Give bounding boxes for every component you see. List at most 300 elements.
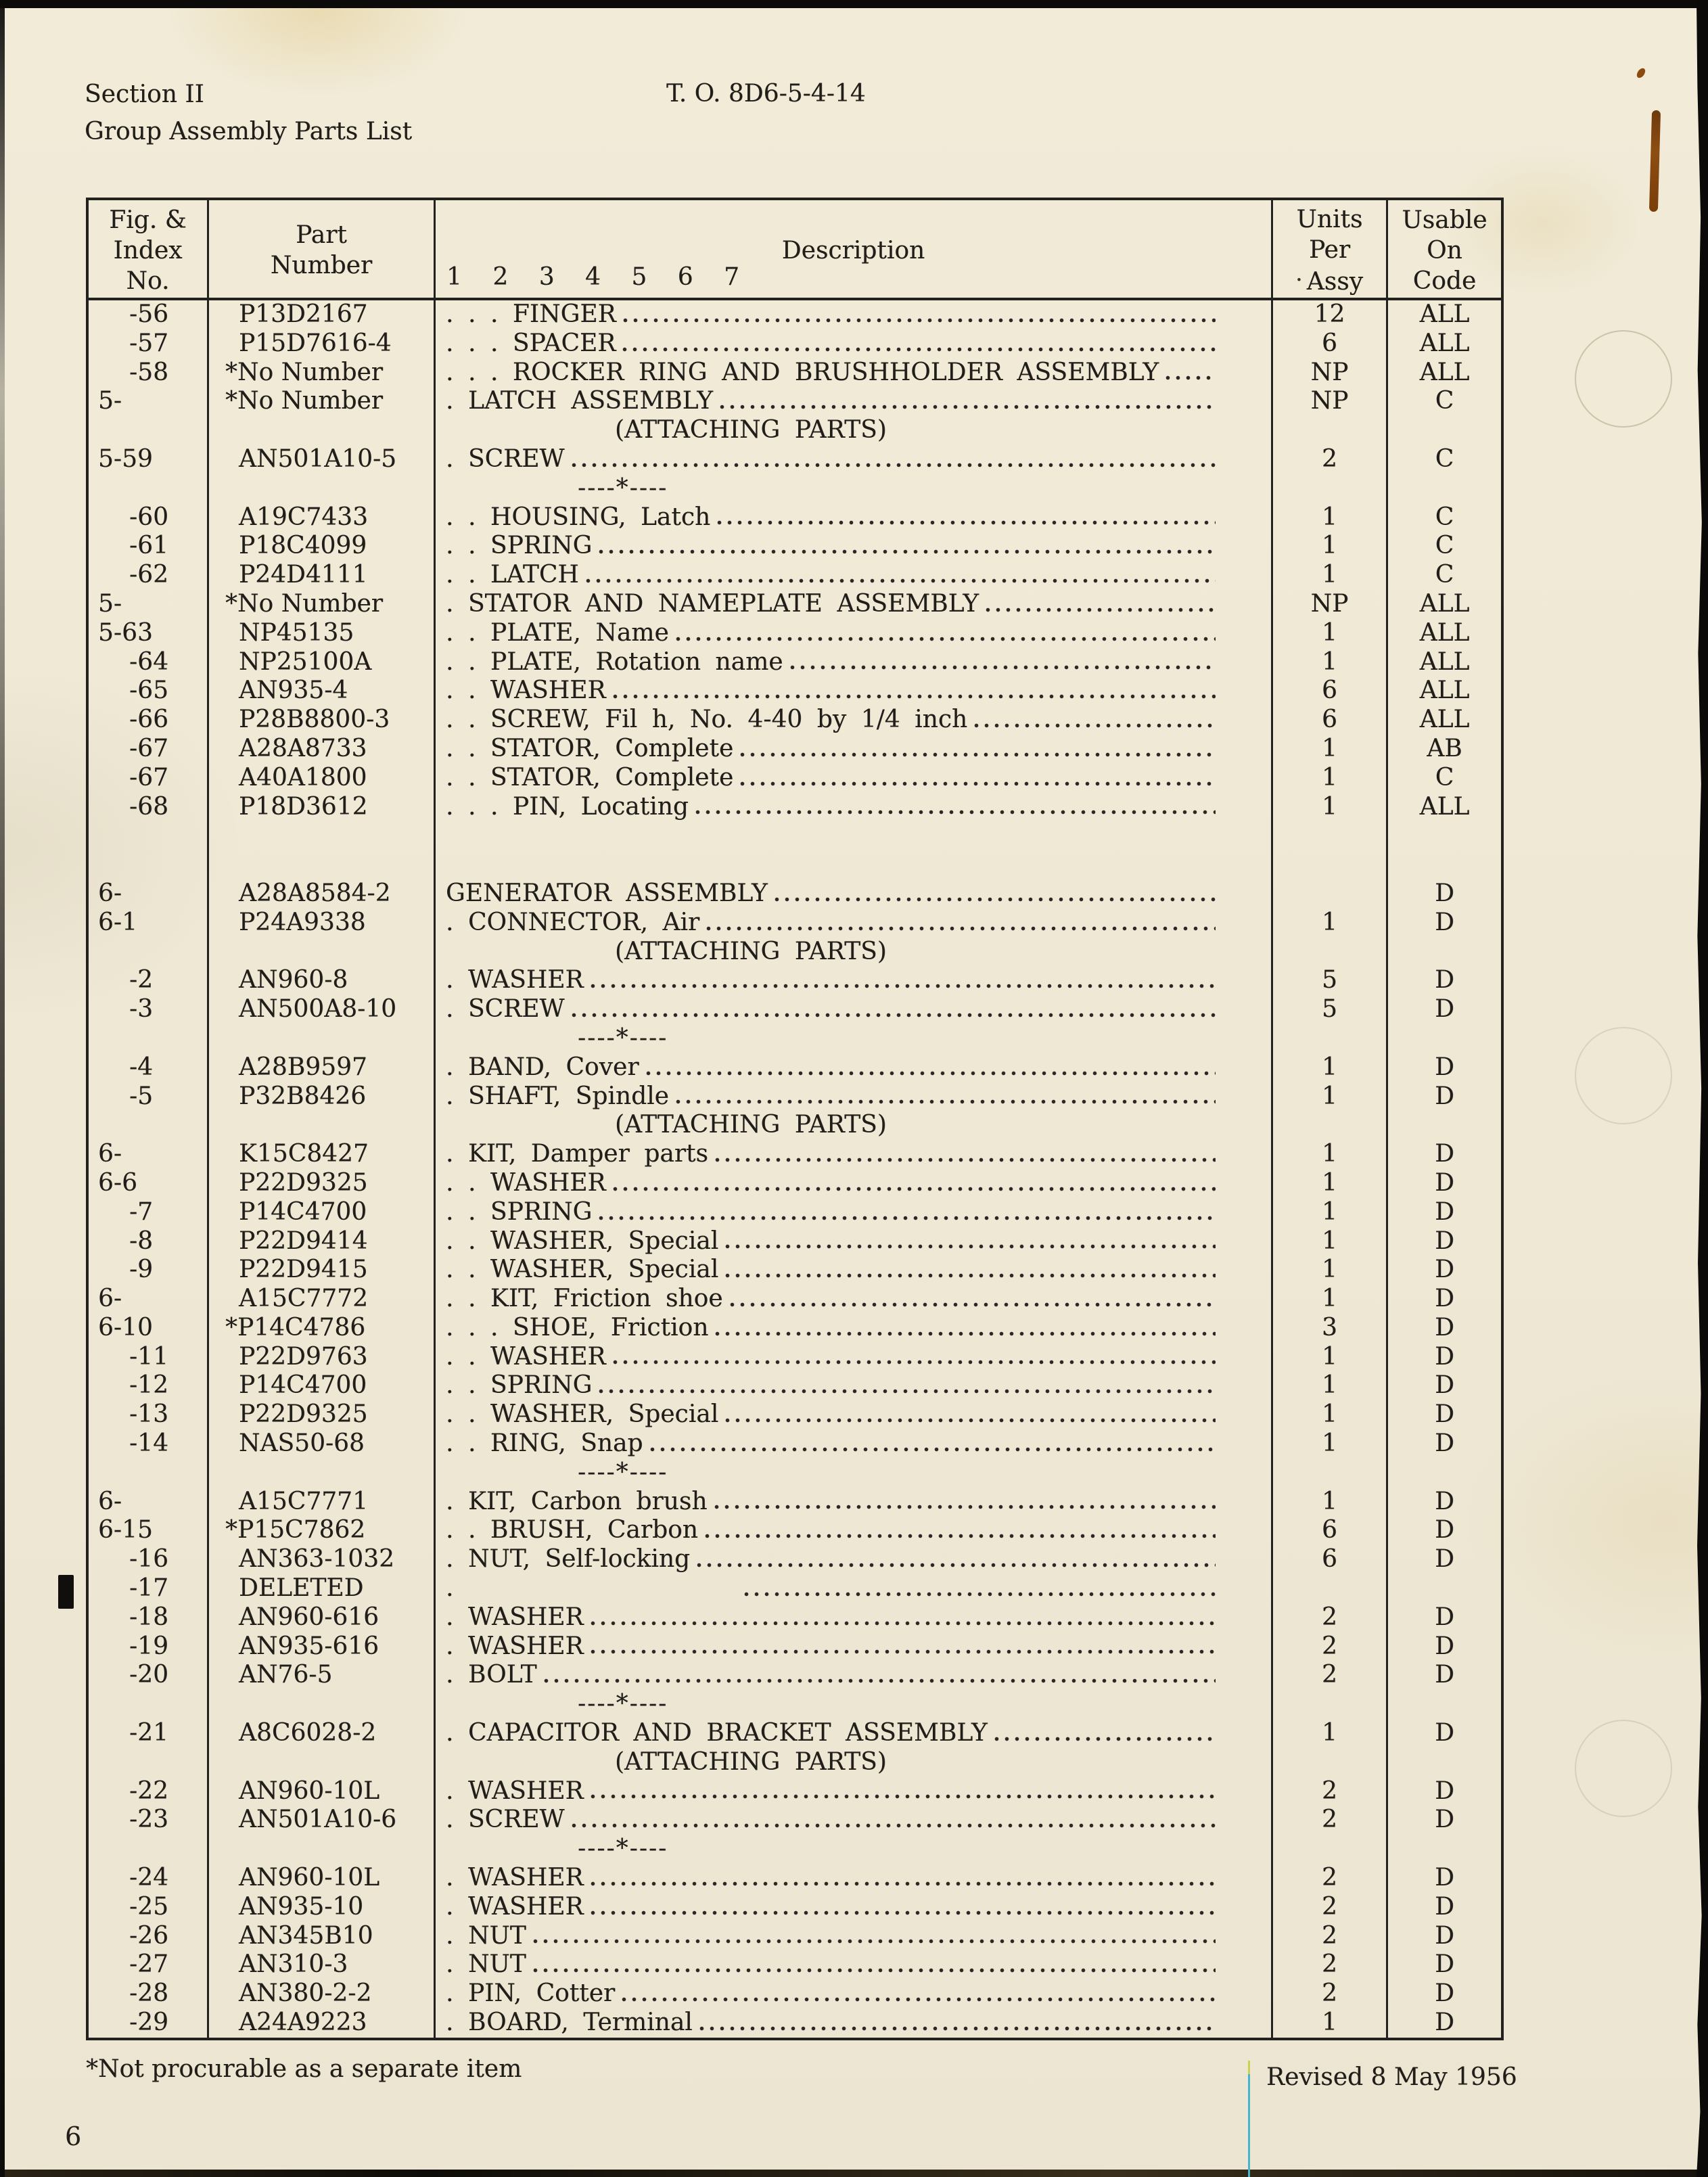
table-row	[89, 938, 1501, 967]
units-cell: 6	[1273, 706, 1388, 735]
dot-leader	[533, 1939, 1216, 1944]
units-cell	[1273, 938, 1388, 967]
code-cell: D	[1435, 1053, 1454, 1081]
table-row	[89, 1632, 1501, 1662]
attaching-parts-note: (ATTACHING PARTS)	[615, 937, 887, 965]
section-title: Section II	[85, 81, 204, 108]
fig-index-cell: -8	[89, 1227, 209, 1256]
units-cell: 1	[1273, 735, 1388, 764]
description-text: .	[446, 1574, 454, 1603]
part-number-cell: A28A8584-2	[209, 879, 436, 909]
code-cell: D	[1435, 1632, 1454, 1660]
description-text: . . WASHER	[446, 677, 606, 705]
scan-edge-left	[0, 0, 5, 2177]
fig-index-cell: 5-63	[89, 619, 209, 648]
part-number-cell: A24A9223	[209, 2009, 436, 2038]
description-text: . . WASHER	[446, 1342, 606, 1371]
scan-edge-top	[0, 0, 1708, 8]
table-row	[89, 1488, 1501, 1517]
units-cell	[1273, 1574, 1388, 1603]
part-number-cell	[209, 1111, 436, 1140]
code-cell	[1388, 1574, 1501, 1603]
dot-leader	[591, 1621, 1216, 1626]
punch-hole-mark	[1575, 1027, 1672, 1124]
fig-index-cell: -14	[89, 1429, 209, 1459]
part-number-cell: P22D9325	[209, 1169, 436, 1198]
units-cell	[1273, 1459, 1388, 1488]
part-number-cell: *P15C7862	[209, 1516, 436, 1545]
table-row	[89, 300, 1501, 329]
table-row	[89, 1864, 1501, 1893]
code-cell	[1388, 474, 1501, 503]
units-cell	[1273, 879, 1388, 909]
table-row	[89, 1603, 1501, 1632]
part-number-cell: NP25100A	[209, 648, 436, 677]
table-row	[89, 706, 1501, 735]
description-cell	[436, 1777, 1273, 1806]
page-header-left	[85, 76, 412, 150]
punch-hole-mark	[1575, 330, 1672, 428]
description-text: . NUT	[446, 1921, 526, 1950]
part-number-cell: P14C4700	[209, 1371, 436, 1400]
indent-scale: 1 2 3 4 5 6 7	[446, 263, 739, 291]
dot-leader	[715, 1331, 1216, 1336]
table-row	[89, 793, 1501, 822]
dot-leader	[725, 1273, 1216, 1278]
units-cell: 1	[1273, 1488, 1388, 1517]
units-cell: 1	[1273, 1169, 1388, 1198]
code-cell: D	[1435, 2009, 1454, 2037]
code-cell: ALL	[1419, 706, 1470, 734]
table-row	[89, 995, 1501, 1024]
description-cell	[436, 1140, 1273, 1169]
description-cell	[436, 532, 1273, 561]
fig-index-cell: -21	[89, 1719, 209, 1748]
part-number-cell	[209, 821, 436, 850]
units-cell: 1	[1273, 1343, 1388, 1372]
description-text: . STATOR AND NAMEPLATE ASSEMBLY	[446, 589, 979, 618]
units-cell: 2	[1273, 1979, 1388, 2009]
attaching-parts-note: (ATTACHING PARTS)	[615, 1111, 887, 1139]
description-text: . . . SHOE, Friction	[446, 1313, 709, 1342]
table-header-row	[89, 200, 1501, 300]
description-text: . SCREW	[446, 995, 565, 1024]
table-row	[89, 764, 1501, 793]
dot-leader	[740, 781, 1216, 786]
dot-leader	[599, 1389, 1216, 1394]
table-row	[89, 1140, 1501, 1169]
part-number-cell: *No Number	[209, 359, 436, 388]
dot-leader	[591, 1794, 1216, 1799]
code-cell: D	[1435, 1285, 1454, 1313]
dot-leader	[740, 752, 1216, 757]
fig-index-cell	[89, 1748, 209, 1777]
fig-index-cell: 6-10	[89, 1314, 209, 1343]
dot-leader	[623, 318, 1216, 323]
code-cell: C	[1435, 763, 1454, 792]
fig-index-cell: -19	[89, 1632, 209, 1662]
description-text: . . STATOR, Complete	[446, 734, 734, 762]
description-text: . WASHER	[446, 1892, 584, 1921]
part-number-cell: P22D9414	[209, 1227, 436, 1256]
units-cell	[1273, 1111, 1388, 1140]
part-number-cell: AN960-616	[209, 1603, 436, 1632]
description-text: . NUT	[446, 1950, 526, 1979]
table-row	[89, 1111, 1501, 1140]
dot-leader	[622, 1997, 1216, 2002]
units-cell: 1	[1273, 1719, 1388, 1748]
table-row	[89, 590, 1501, 619]
fig-index-cell: -67	[89, 764, 209, 793]
dot-leader	[622, 347, 1216, 352]
description-cell	[436, 793, 1273, 822]
units-cell: 5	[1273, 966, 1388, 995]
units-cell: 6	[1273, 1545, 1388, 1574]
code-cell: D	[1435, 1227, 1454, 1255]
description-cell	[436, 1429, 1273, 1459]
description-cell	[436, 1603, 1273, 1632]
code-cell: AB	[1427, 734, 1462, 762]
units-cell	[1273, 1690, 1388, 1719]
description-text: . SCREW	[446, 444, 565, 473]
code-cell: D	[1435, 995, 1454, 1024]
code-cell: ALL	[1419, 329, 1470, 357]
code-cell: C	[1435, 444, 1454, 473]
description-text: . . LATCH	[446, 561, 579, 589]
description-text: . . SCREW, Fil h, No. 4-40 by 1/4 inch	[446, 706, 968, 734]
code-cell: C	[1435, 503, 1454, 531]
units-cell: NP	[1273, 387, 1388, 416]
dot-leader	[725, 1244, 1216, 1249]
part-number-cell: A28B9597	[209, 1053, 436, 1082]
description-cell	[436, 416, 1273, 445]
fig-index-cell: -17	[89, 1574, 209, 1603]
part-number-cell: NAS50-68	[209, 1429, 436, 1459]
units-cell	[1273, 474, 1388, 503]
dot-leader	[695, 810, 1216, 815]
part-number-cell: AN363-1032	[209, 1545, 436, 1574]
units-cell: 6	[1273, 677, 1388, 706]
description-text: . . WASHER	[446, 1168, 606, 1197]
units-cell: 1	[1273, 619, 1388, 648]
punch-hole-mark	[1575, 1720, 1672, 1817]
part-number-cell: A19C7433	[209, 503, 436, 532]
code-cell	[1388, 1024, 1501, 1053]
units-cell: 1	[1273, 1140, 1388, 1169]
fig-index-cell: -9	[89, 1256, 209, 1285]
table-row	[89, 1256, 1501, 1285]
units-cell: 2	[1273, 1806, 1388, 1835]
table-row	[89, 1024, 1501, 1053]
fig-index-cell: -68	[89, 793, 209, 822]
dot-leader	[586, 578, 1216, 583]
description-text: . . SPRING	[446, 532, 593, 560]
separator-marker: ----*----	[578, 1690, 668, 1718]
part-number-cell: P24D4111	[209, 561, 436, 590]
units-cell: 2	[1273, 1950, 1388, 1979]
table-row	[89, 1661, 1501, 1690]
dot-leader	[697, 1563, 1216, 1567]
code-cell: D	[1435, 1140, 1454, 1168]
scan-edge-bottom	[0, 2170, 1708, 2177]
description-cell	[436, 1893, 1273, 1922]
table-row	[89, 416, 1501, 445]
code-cell: ALL	[1419, 358, 1470, 386]
fig-index-cell: -4	[89, 1053, 209, 1082]
dot-leader	[974, 723, 1216, 728]
dot-leader	[744, 1592, 1216, 1597]
table-row	[89, 1343, 1501, 1372]
dot-leader	[613, 1360, 1216, 1365]
units-cell: 3	[1273, 1314, 1388, 1343]
table-row	[89, 1748, 1501, 1777]
description-text: . . WASHER, Special	[446, 1400, 719, 1429]
fig-index-cell	[89, 416, 209, 445]
description-cell	[436, 1198, 1273, 1227]
table-row	[89, 329, 1501, 359]
description-cell	[436, 1574, 1273, 1603]
code-cell: D	[1435, 879, 1454, 907]
units-cell: 1	[1273, 909, 1388, 938]
section-subtitle: Group Assembly Parts List	[85, 118, 413, 145]
dot-leader	[720, 405, 1216, 409]
usable-on-code-header: Usable On Code	[1402, 206, 1487, 295]
units-cell: 1	[1273, 1400, 1388, 1429]
units-cell: 1	[1273, 793, 1388, 822]
code-cell: D	[1435, 1429, 1454, 1458]
units-cell: 1	[1273, 1082, 1388, 1112]
table-row	[89, 821, 1501, 850]
code-cell: D	[1435, 1921, 1454, 1950]
fig-index-cell: 6-	[89, 1140, 209, 1169]
table-row	[89, 1574, 1501, 1603]
units-cell: 1	[1273, 764, 1388, 793]
fig-index-cell: -57	[89, 329, 209, 359]
fig-index-cell: -58	[89, 359, 209, 388]
fig-index-cell: -27	[89, 1950, 209, 1979]
description-text: . SHAFT, Spindle	[446, 1082, 669, 1110]
part-number-cell: AN500A8-10	[209, 995, 436, 1024]
table-row	[89, 850, 1501, 879]
description-cell	[436, 1256, 1273, 1285]
fig-index-cell: -2	[89, 966, 209, 995]
fig-index-cell	[89, 474, 209, 503]
description-text: . SCREW	[446, 1806, 565, 1834]
fig-index-cell: -62	[89, 561, 209, 590]
description-text: . BOARD, Terminal	[446, 2009, 693, 2037]
description-cell	[436, 387, 1273, 416]
code-cell: ALL	[1419, 300, 1470, 328]
fig-index-cell: 6-	[89, 1488, 209, 1517]
description-text: . WASHER	[446, 1603, 584, 1631]
part-number-cell	[209, 416, 436, 445]
description-cell	[436, 850, 1273, 879]
table-row	[89, 1400, 1501, 1429]
units-cell: 1	[1273, 1429, 1388, 1459]
separator-marker: ----*----	[578, 1835, 668, 1863]
description-cell	[436, 1400, 1273, 1429]
table-row	[89, 1227, 1501, 1256]
dot-leader	[591, 1881, 1216, 1886]
table-row	[89, 1893, 1501, 1922]
description-text: . . PLATE, Name	[446, 618, 669, 647]
units-cell: 6	[1273, 1516, 1388, 1545]
units-cell: 1	[1273, 1285, 1388, 1314]
units-cell: NP	[1273, 359, 1388, 388]
part-number-cell: P18D3612	[209, 793, 436, 822]
code-cell: ALL	[1419, 647, 1470, 676]
part-number-cell: NP45135	[209, 619, 436, 648]
fig-index-cell: -61	[89, 532, 209, 561]
table-row	[89, 1979, 1501, 2009]
dot-leader	[705, 1534, 1216, 1538]
code-cell: D	[1435, 1979, 1454, 2008]
dot-leader	[572, 1823, 1216, 1828]
dot-leader	[1165, 375, 1216, 380]
part-number-header: Part Number	[209, 200, 436, 298]
dot-leader	[572, 1013, 1216, 1017]
part-number-cell	[209, 938, 436, 967]
dot-leader	[775, 897, 1216, 902]
description-text: . . SPRING	[446, 1371, 593, 1400]
part-number-cell: K15C8427	[209, 1140, 436, 1169]
description-header: Description 1 2 3 4 5 6 7	[436, 200, 1273, 298]
part-number-cell	[209, 1024, 436, 1053]
fig-index-cell: 6-1	[89, 909, 209, 938]
fig-index-cell: -66	[89, 706, 209, 735]
table-row	[89, 1719, 1501, 1748]
units-cell	[1273, 416, 1388, 445]
table-row	[89, 1198, 1501, 1227]
units-cell: 1	[1273, 1053, 1388, 1082]
fig-index-cell: -28	[89, 1979, 209, 2009]
code-cell: D	[1435, 1545, 1454, 1574]
scan-edge-right	[1697, 0, 1708, 2177]
description-text: GENERATOR ASSEMBLY	[446, 879, 768, 907]
separator-marker: ----*----	[578, 474, 668, 502]
code-cell: D	[1435, 1400, 1454, 1429]
description-cell	[436, 590, 1273, 619]
attaching-parts-note: (ATTACHING PARTS)	[615, 1747, 887, 1776]
table-row	[89, 532, 1501, 561]
fig-index-cell	[89, 1024, 209, 1053]
description-cell	[436, 1314, 1273, 1343]
code-cell: D	[1435, 1806, 1454, 1834]
description-cell	[436, 735, 1273, 764]
description-text: . . KIT, Friction shoe	[446, 1285, 723, 1313]
part-number-cell: AN960-10L	[209, 1864, 436, 1893]
fig-index-cell: -11	[89, 1343, 209, 1372]
fig-index-cell: -7	[89, 1198, 209, 1227]
code-cell	[1388, 1748, 1501, 1777]
description-cell	[436, 1285, 1273, 1314]
code-cell: D	[1435, 1487, 1454, 1515]
code-cell	[1388, 1690, 1501, 1719]
description-cell	[436, 1082, 1273, 1112]
code-cell: D	[1435, 966, 1454, 994]
units-cell	[1273, 1024, 1388, 1053]
dot-leader	[544, 1678, 1216, 1683]
units-cell: 6	[1273, 329, 1388, 359]
description-cell	[436, 1371, 1273, 1400]
table-row	[89, 879, 1501, 909]
fig-index-cell: -60	[89, 503, 209, 532]
description-text: . KIT, Carbon brush	[446, 1487, 708, 1515]
description-cell	[436, 1053, 1273, 1082]
code-cell: D	[1435, 1864, 1454, 1892]
table-row	[89, 359, 1501, 388]
description-text: . . RING, Snap	[446, 1429, 643, 1458]
change-bar-mark	[58, 1575, 74, 1609]
description-cell	[436, 445, 1273, 474]
description-text: . WASHER	[446, 1777, 584, 1805]
code-cell: C	[1435, 561, 1454, 589]
units-cell	[1273, 850, 1388, 879]
part-number-cell: AN345B10	[209, 1922, 436, 1951]
code-cell: D	[1435, 1168, 1454, 1197]
units-cell: 1	[1273, 561, 1388, 590]
part-number-cell: P22D9325	[209, 1400, 436, 1429]
units-cell	[1273, 1748, 1388, 1777]
dot-leader	[715, 1158, 1216, 1162]
part-number-cell: P18C4099	[209, 532, 436, 561]
table-row	[89, 966, 1501, 995]
part-number-cell: AN935-4	[209, 677, 436, 706]
description-text: . . WASHER, Special	[446, 1227, 719, 1255]
units-cell: 1	[1273, 1256, 1388, 1285]
part-number-cell: AN501A10-6	[209, 1806, 436, 1835]
code-cell: D	[1435, 1082, 1454, 1110]
table-row	[89, 1516, 1501, 1545]
description-cell	[436, 561, 1273, 590]
units-per-assy-header: Units Per • Assy	[1273, 200, 1388, 298]
units-cell: 12	[1273, 300, 1388, 329]
units-cell: 1	[1273, 648, 1388, 677]
code-cell: D	[1435, 1197, 1454, 1226]
description-cell	[436, 764, 1273, 793]
part-number-cell: P15D7616-4	[209, 329, 436, 359]
table-row	[89, 1371, 1501, 1400]
description-cell	[436, 1024, 1273, 1053]
part-number-cell: *No Number	[209, 387, 436, 416]
dot-leader	[533, 1968, 1216, 1973]
description-cell	[436, 1632, 1273, 1662]
code-cell: D	[1435, 1256, 1454, 1284]
dot-leader	[591, 1910, 1216, 1915]
description-cell	[436, 821, 1273, 850]
table-row	[89, 1169, 1501, 1198]
part-number-cell: AN310-3	[209, 1950, 436, 1979]
table-row	[89, 1053, 1501, 1082]
description-text: . . . PIN, Locating	[446, 792, 689, 821]
description-text: . . HOUSING, Latch	[446, 503, 711, 531]
dot-leader	[699, 2026, 1216, 2031]
code-cell: D	[1435, 1516, 1454, 1544]
description-cell	[436, 1488, 1273, 1517]
units-cell: 2	[1273, 1777, 1388, 1806]
part-number-cell: P24A9338	[209, 909, 436, 938]
units-cell: 1	[1273, 503, 1388, 532]
table-row	[89, 1806, 1501, 1835]
fig-index-cell	[89, 1835, 209, 1864]
units-cell: 2	[1273, 1864, 1388, 1893]
revision-date: Revised 8 May 1956	[1266, 2063, 1517, 2091]
fig-index-cell: 6-	[89, 879, 209, 909]
description-cell	[436, 1806, 1273, 1835]
table-row	[89, 677, 1501, 706]
description-cell	[436, 1516, 1273, 1545]
units-cell: 1	[1273, 2009, 1388, 2038]
